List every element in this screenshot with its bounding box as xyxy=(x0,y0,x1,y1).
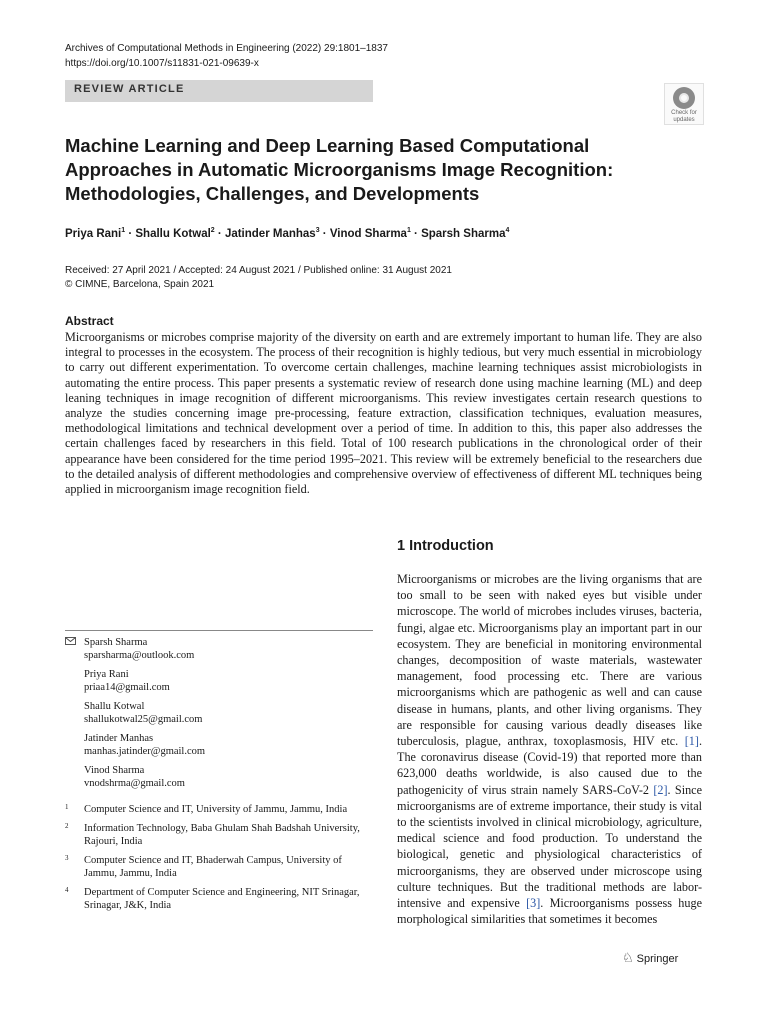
correspondence-name: Sparsh Sharma xyxy=(84,637,148,648)
reference-link[interactable]: [1] xyxy=(684,734,699,749)
author-list: Priya Rani$^1$ · Shallu Kotwal$^2$ · Jatinder Manhas$^3$ · Vinod Sharma$^1$ · Sparsh Sharma$^4$ xyxy=(65,227,510,240)
correspondence-name: Priya Rani xyxy=(84,669,129,680)
intro-text-part: . The coronavirus disease (Covid-19) that reported more than 623,000 deaths worldwide, is also caused due to the pathogenicity of virus strain namely SARS-CoV-2 xyxy=(397,734,702,797)
correspondence-entry xyxy=(65,764,375,790)
author-name[interactable]: Sparsh Sharma xyxy=(421,227,506,240)
correspondence-entry xyxy=(65,700,375,726)
envelope-icon xyxy=(65,636,76,649)
check-updates-icon xyxy=(673,87,695,109)
check-for-updates-button[interactable] xyxy=(664,83,704,125)
author-name[interactable]: Shallu Kotwal xyxy=(135,227,211,240)
correspondence-email[interactable]: shallukotwal25@gmail.com xyxy=(84,714,203,725)
correspondence-list xyxy=(65,636,375,796)
correspondence-email[interactable]: priaa14@gmail.com xyxy=(84,682,170,693)
article-type-label: REVIEW ARTICLE xyxy=(74,83,185,95)
check-updates-line1: Check for xyxy=(671,110,697,116)
affiliation-text: Information Technology, Baba Ghulam Shah Badshah University, Rajouri, India xyxy=(84,823,360,847)
author-affiliation-number: 2 xyxy=(210,227,215,234)
affiliation-number: 2 xyxy=(65,822,69,830)
correspondence-entry xyxy=(65,732,375,758)
journal-info xyxy=(65,41,388,71)
correspondence-email[interactable]: sparsharma@outlook.com xyxy=(84,650,195,661)
affiliation-entry xyxy=(65,803,375,816)
author-name[interactable]: Vinod Sharma xyxy=(329,227,407,240)
author-affiliation-number: 1 xyxy=(121,227,126,234)
correspondence-entry xyxy=(65,636,375,662)
copyright-line: © CIMNE, Barcelona, Spain 2021 xyxy=(65,279,215,290)
affiliation-number: 1 xyxy=(65,803,69,811)
footnote-divider xyxy=(65,630,373,631)
abstract-heading: Abstract xyxy=(65,314,114,328)
introduction-text xyxy=(397,571,702,927)
correspondence-name: Vinod Sharma xyxy=(84,765,145,776)
check-updates-line2: updates xyxy=(673,117,695,123)
author-affiliation-number: 1 xyxy=(406,227,411,234)
affiliation-entry xyxy=(65,854,375,880)
reference-link[interactable]: [2] xyxy=(653,782,668,797)
correspondence-name: Jatinder Manhas xyxy=(84,733,154,744)
affiliation-text: Computer Science and IT, Bhaderwah Campus, University of Jammu, Jammu, India xyxy=(84,855,342,879)
publisher-logo xyxy=(622,950,678,966)
reference-link[interactable]: [3] xyxy=(526,896,541,911)
doi-link[interactable]: https://doi.org/10.1007/s11831-021-09639-x xyxy=(65,58,259,69)
intro-text-part: . Microorganisms possess huge morphological similarities that sometimes it becomes xyxy=(397,896,702,927)
author-name[interactable]: Jatinder Manhas xyxy=(224,227,316,240)
abstract-text: Microorganisms or microbes comprise majority of the diversity on earth and are extremely important to human life. They are also integral to processes in the ecosystem. The process of their recognition is highly tedious, but very much essential in microbiology to carry out different experimentation. To overcome certain challenges, machine learning techniques assist microbiologists in automating the entire process. This paper presents a systematic review of research done using machine learning (ML) and deep leaning techniques in image recognition of different microorganisms. This review investigates certain research questions to analyze the studies concerning image pre-processing, feature extraction, classification techniques, evaluation measures, methodological limitations and technical development over a period of time. In addition to this, this paper also addresses the certain challenges faced by researchers in this field. Total of 100 research publications in the chronological order of their appearance have been considered for the time period 1995–2021. This review will be extremely beneficial to the researchers due to the detailed analysis of different methodologies and comprehensive overview of effectiveness of different ML techniques being applied in microorganism image recognition field. xyxy=(65,330,702,497)
affiliation-number: 3 xyxy=(65,854,69,862)
author-name[interactable]: Priya Rani xyxy=(65,227,122,240)
journal-citation: Archives of Computational Methods in Engineering (2022) 29:1801–1837 xyxy=(65,43,388,54)
affiliation-entry xyxy=(65,886,375,912)
intro-text-part: . Since microorganisms are of extreme importance, their study is vital to the scientists involved in clinical microbiology, agriculture, medical science and food production. To understand the biological, genetic and physiological characteristics of microorganisms, they are observed under microscope using culture techniques. But the traditional methods are labor-intensive and expensive xyxy=(397,782,702,911)
correspondence-email[interactable]: manhas.jatinder@gmail.com xyxy=(84,746,206,757)
publisher-name: Springer xyxy=(636,953,679,965)
intro-text-part: Microorganisms or microbes are the living organisms that are too small to be seen with naked eyes but visible under microscope. The world of microbes includes viruses, bacteria, fungi, algae etc. Microorganisms play an important part in our ecosystem. They are beneficial in monitoring environmental changes, decomposition of waste materials, wastewater management, food processing etc. There are various microorganisms which are pathogenic as well and can cause disease in humans, plants, and other living organisms. They are responsible for causing various deadly diseases like tuberculosis, plague, anthrax, toxoplasmosis, HIV etc. xyxy=(397,572,702,749)
article-title: Machine Learning and Deep Learning Based Computational Approaches in Automatic Microorganisms Image Recognition: Methodologies, Challenges, and Developments xyxy=(65,135,614,204)
correspondence-email[interactable]: vnodshrma@gmail.com xyxy=(84,778,185,789)
correspondence-name: Shallu Kotwal xyxy=(84,701,145,712)
affiliation-text: Computer Science and IT, University of Jammu, Jammu, India xyxy=(84,804,348,815)
author-affiliation-number: 3 xyxy=(315,227,320,234)
publication-dates xyxy=(65,264,452,292)
affiliation-number: 4 xyxy=(65,886,69,894)
springer-horse-icon: ♘ xyxy=(622,950,634,965)
correspondence-entry xyxy=(65,668,375,694)
section-heading-introduction: 1 Introduction xyxy=(397,538,494,554)
affiliation-entry xyxy=(65,822,375,848)
affiliation-text: Department of Computer Science and Engineering, NIT Srinagar, Srinagar, J&K, India xyxy=(84,887,360,911)
author-affiliation-number: 4 xyxy=(505,227,510,234)
dates-line: Received: 27 April 2021 / Accepted: 24 August 2021 / Published online: 31 August 2021 xyxy=(65,265,452,276)
affiliation-list xyxy=(65,803,375,918)
